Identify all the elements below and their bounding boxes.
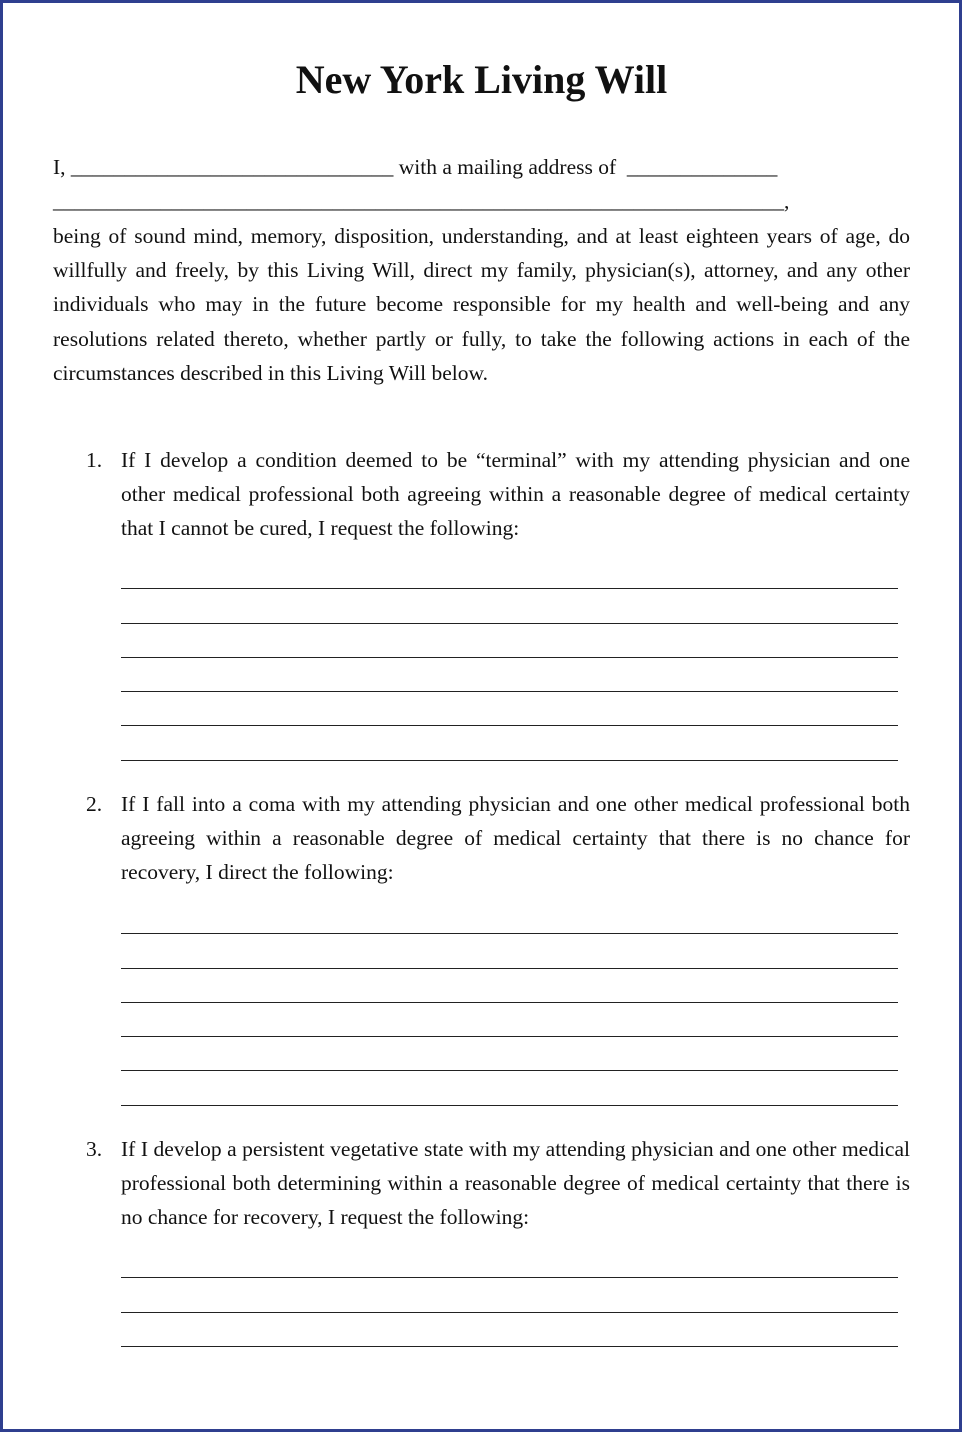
name-address-line: I, ______________________________ with a mailing address of ______________ — [53, 155, 778, 179]
item-text: If I develop a persistent vegetative state with my attending physician and one other medical professional both determining within a reasonable degree of medical certainty that there is no chance for recovery, I request the following: — [121, 1137, 910, 1230]
blank-line[interactable] — [121, 975, 898, 1009]
blank-line[interactable] — [121, 664, 898, 698]
blank-line[interactable] — [121, 630, 898, 664]
item-number: 3. — [86, 1137, 103, 1161]
item-text: If I develop a condition deemed to be “terminal” with my attending physician and one other medical professional both agreeing within a reasonable degree of medical certainty that I cannot be cured, I request the following: — [121, 448, 910, 541]
blank-line[interactable] — [121, 1319, 898, 1353]
blank-line[interactable] — [121, 1077, 898, 1111]
item-number: 2. — [86, 792, 103, 816]
response-lines-1 — [121, 561, 898, 767]
item-text: If I fall into a coma with my attending physician and one other medical professional both agreeing within a reasonable degree of medical certainty that there is no chance for recovery, I direct the following: — [121, 792, 910, 885]
blank-line[interactable] — [121, 1250, 898, 1284]
response-lines-2 — [121, 906, 898, 1112]
blank-line[interactable] — [121, 906, 898, 940]
blank-line[interactable] — [121, 595, 898, 629]
address-continuation-line: ____________________________________________________________________, — [53, 189, 790, 213]
blank-line[interactable] — [121, 732, 898, 766]
blank-line[interactable] — [121, 698, 898, 732]
response-lines-3 — [121, 1250, 898, 1353]
blank-line[interactable] — [121, 1284, 898, 1318]
blank-line[interactable] — [121, 940, 898, 974]
item-number: 1. — [86, 448, 103, 472]
intro-paragraph: being of sound mind, memory, disposition, understanding, and at least eighteen years of age, do willfully and freely, by this Living Will, direct my family, physician(s), attorney, and any other individuals who may in the future become responsible for my health and well-being and any resolutions related thereto, whether partly or fully, to take the following actions in each of the circumstances described in this Living Will below. — [53, 224, 910, 385]
document-title: New York Living Will — [295, 57, 668, 102]
blank-line[interactable] — [121, 1009, 898, 1043]
blank-line[interactable] — [121, 1043, 898, 1077]
blank-line[interactable] — [121, 561, 898, 595]
